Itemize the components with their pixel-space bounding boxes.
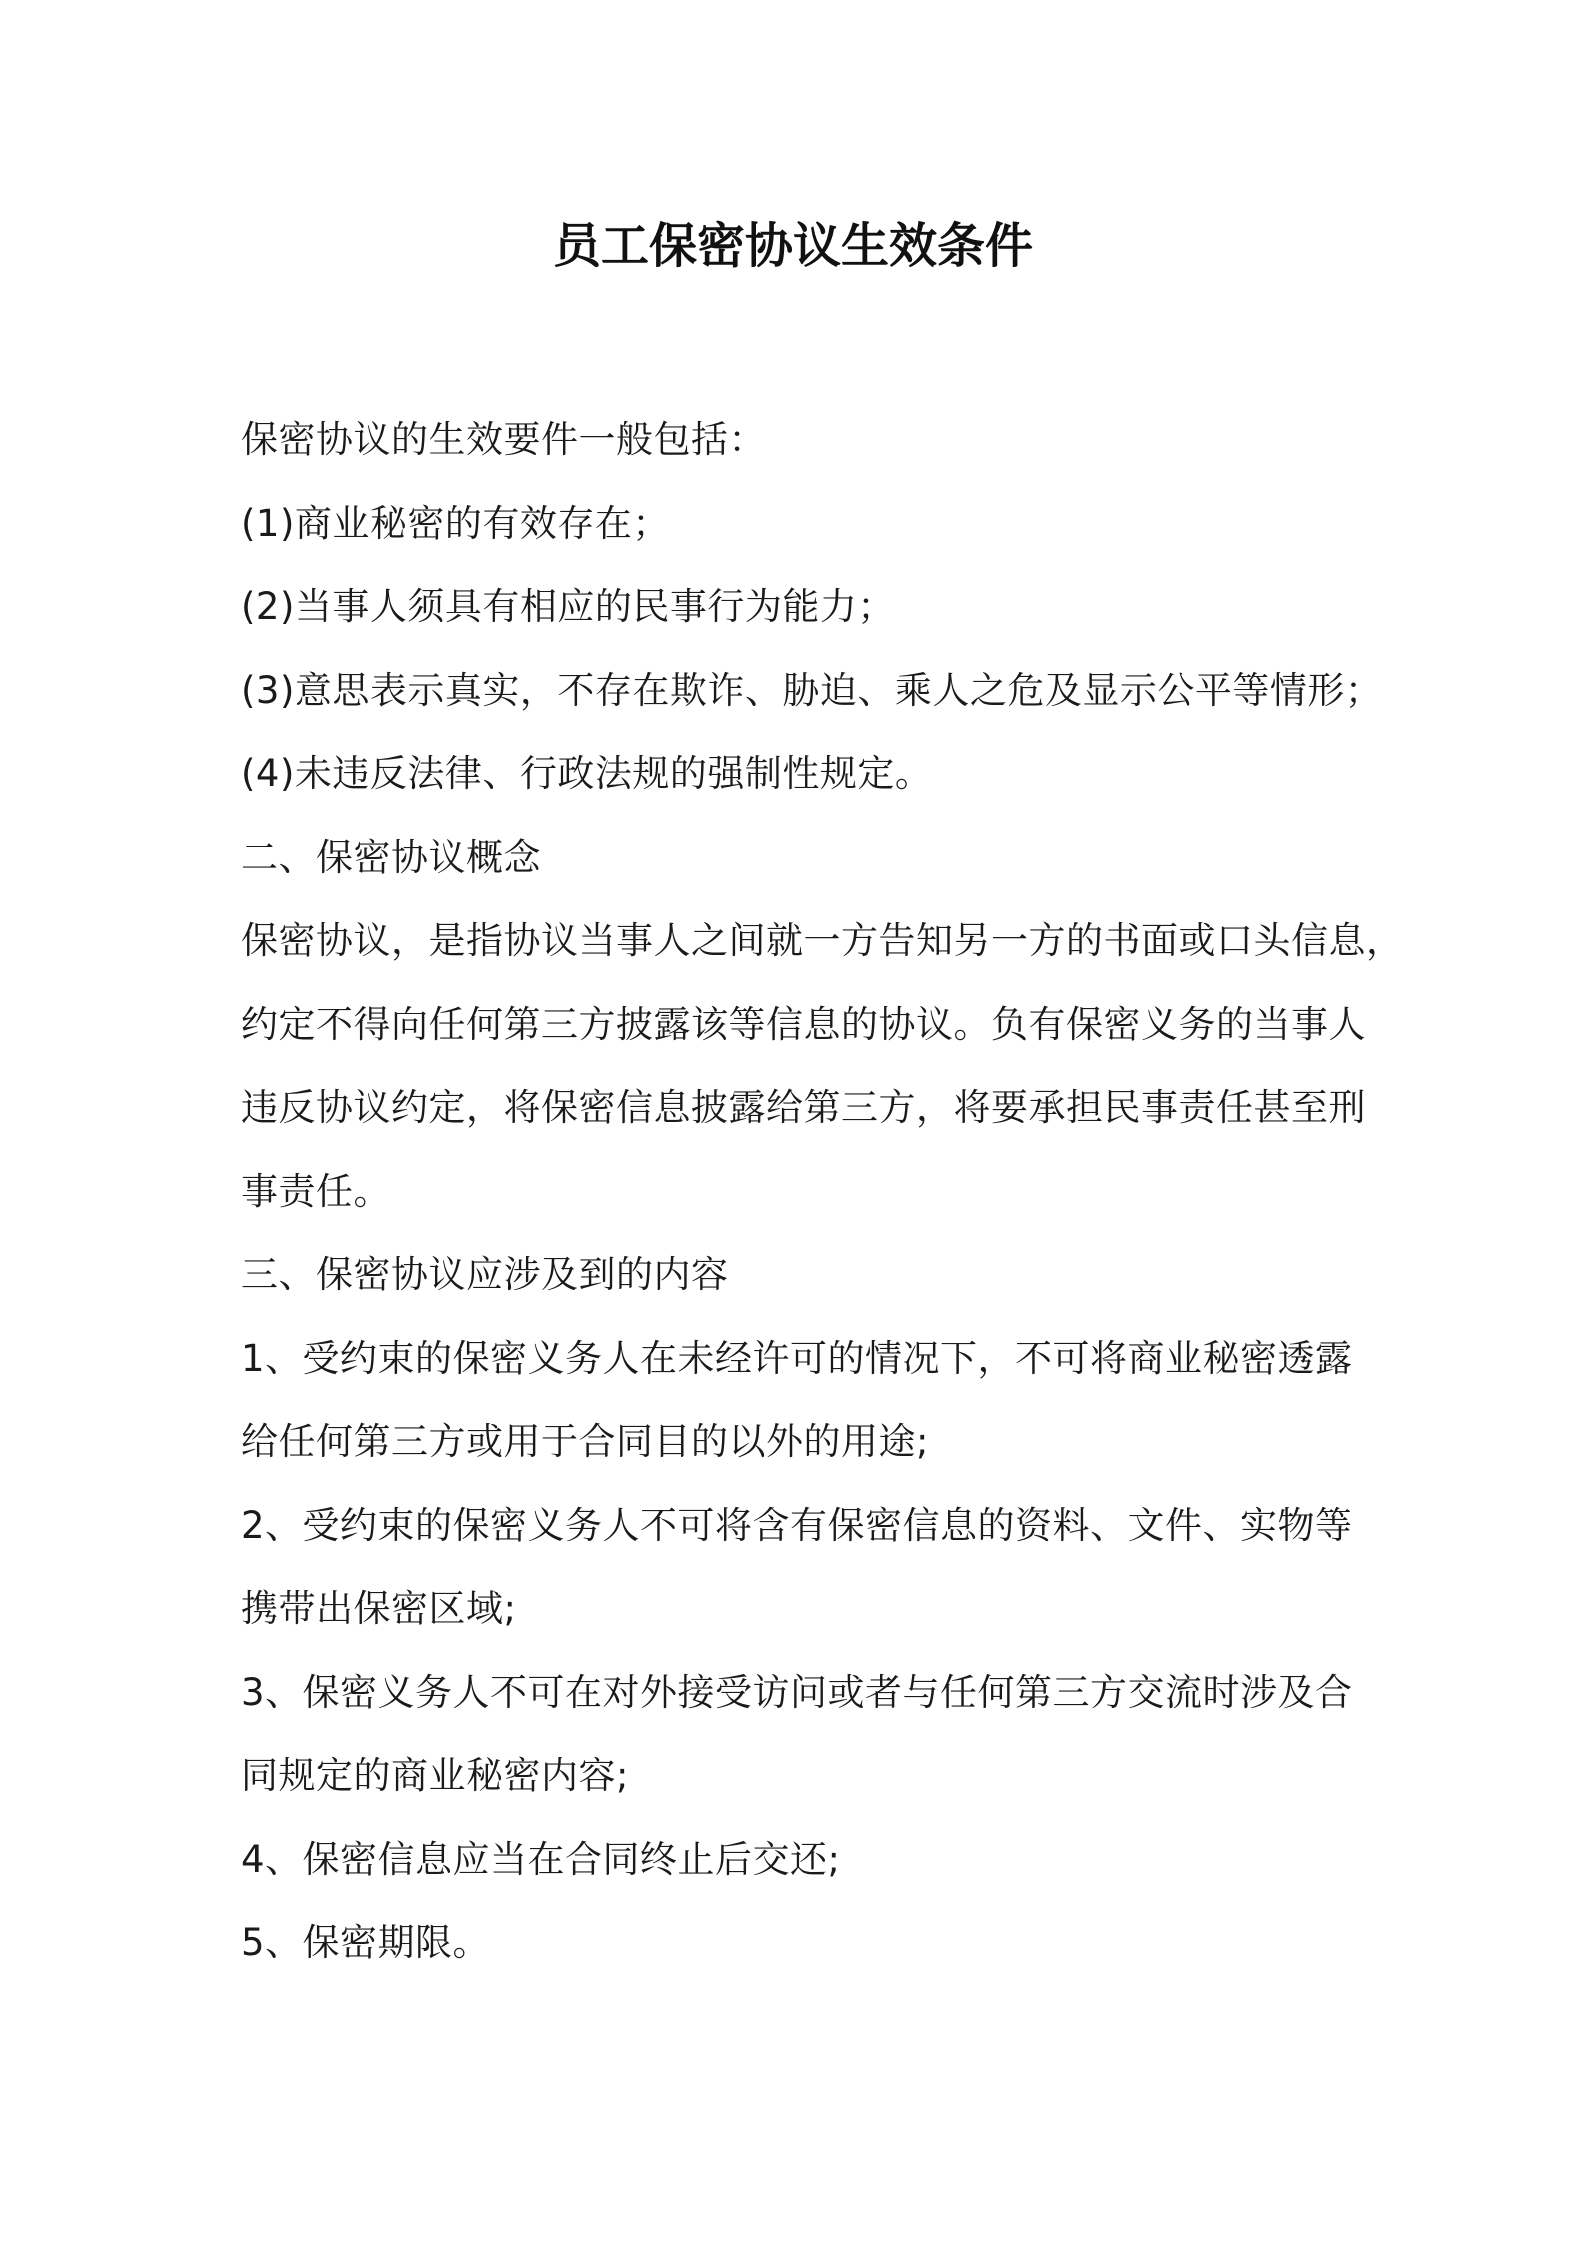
- text-line-intro: 保密协议的生效要件一般包括：: [241, 418, 766, 461]
- section-heading-content: 三、保密协议应涉及到的内容: [241, 1253, 729, 1296]
- section-heading-concept: 二、保密协议概念: [241, 835, 541, 879]
- text-line-item-1b: 给任何第三方或用于合同目的以外的用途;: [241, 1420, 929, 1463]
- text-line-item-3b: 同规定的商业秘密内容;: [241, 1754, 629, 1797]
- document-body: [241, 398, 1404, 1985]
- text-line-condition-3: (3)意思表示真实，不存在欺诈、胁迫、乘人之危及显示公平等情形；: [241, 668, 1383, 712]
- text-line-concept-4: 事责任。: [241, 1169, 391, 1213]
- text-line-item-4: 4、保密信息应当在合同终止后交还;: [241, 1837, 841, 1881]
- text-line-item-1a: 1、受约束的保密义务人在未经许可的情况下，不可将商业秘密透露: [241, 1336, 1353, 1380]
- text-line-concept-3: 违反协议约定，将保密信息披露给第三方，将要承担民事责任甚至刑: [241, 1086, 1366, 1129]
- text-line-item-2a: 2、受约束的保密义务人不可将含有保密信息的资料、文件、实物等: [241, 1503, 1353, 1547]
- text-line-condition-4: (4)未违反法律、行政法规的强制性规定。: [241, 752, 933, 795]
- text-line-condition-1: (1)商业秘密的有效存在；: [241, 501, 670, 545]
- document-title: 员工保密协议生效条件: [552, 218, 1033, 274]
- text-line-condition-2: (2)当事人须具有相应的民事行为能力；: [241, 585, 895, 628]
- text-line-item-5: 5、保密期限。: [241, 1921, 491, 1964]
- text-line-item-3a: 3、保密义务人不可在对外接受访问或者与任何第三方交流时涉及合: [241, 1670, 1353, 1714]
- text-line-concept-2: 约定不得向任何第三方披露该等信息的协议。负有保密义务的当事人: [241, 1002, 1366, 1046]
- text-line-concept-1: 保密协议，是指协议当事人之间就一方告知另一方的书面或口头信息，: [241, 919, 1404, 962]
- text-line-item-2b: 携带出保密区域;: [241, 1587, 517, 1630]
